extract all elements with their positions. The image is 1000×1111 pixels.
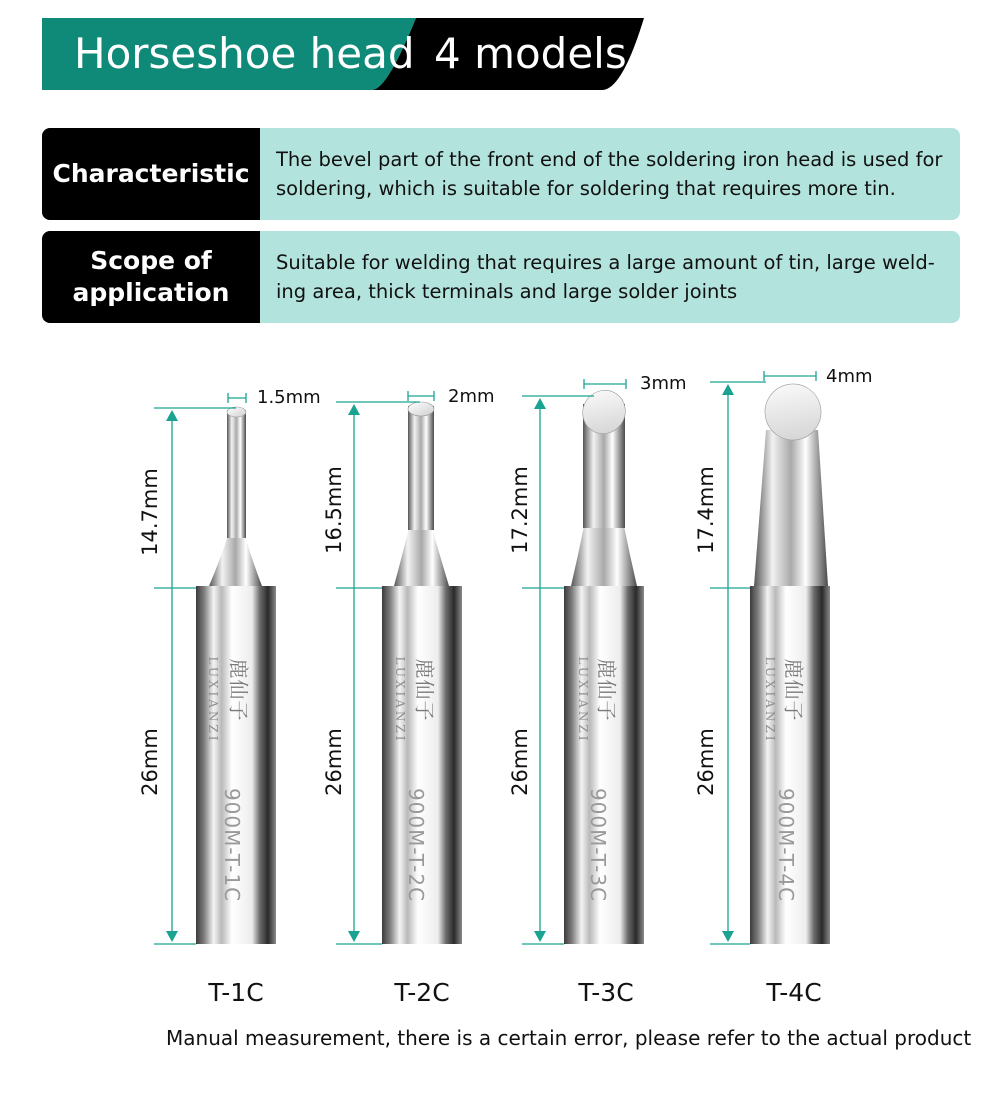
tip-t1c-engraving-cn: 鹿仙子 [226,658,251,722]
characteristic-text: The bevel part of the front end of the soldering iron head is used for soldering, which is suitable for soldering that requires more tin. [276,148,943,200]
tip-t3c-length-label: 17.2mm [508,466,532,554]
tip-t2c-cone [394,528,449,586]
tip-t2c-bevel [408,402,434,416]
scope-text: Suitable for welding that requires a large amount of tin, large weld-ing area, thick terminals and large solder joints [276,251,935,303]
tip-t2c-engraving-cn: 鹿仙子 [412,658,437,722]
scope-label-line2: application [72,278,230,307]
banner-title-right: 4 models [434,29,627,78]
banner-title-left: Horseshoe head [74,29,415,78]
tip-t3c-engraving-cn: 鹿仙子 [594,658,619,722]
scope-label-line1: Scope of [90,246,212,275]
tip-t3c-body-label: 26mm [508,728,532,796]
model-label-t2c: T-2C [394,978,450,1007]
measurement-note: Manual measurement, there is a certain error, please refer to the actual product [166,1026,972,1050]
model-label-t1c: T-1C [208,978,264,1007]
tip-t2c-width-label: 2mm [448,386,495,407]
tip-t4c-length-label: 17.4mm [694,466,718,554]
tip-t1c-length-label: 14.7mm [138,468,162,556]
tip-t4c-shaft [754,430,828,586]
tip-t2c-shaft [408,406,434,530]
tip-t3c-width-label: 3mm [640,373,687,394]
model-label-t4c: T-4C [766,978,822,1007]
tip-t3c-cone [571,526,637,586]
tip-t4c-width-label: 4mm [826,366,873,387]
tip-t1c-engraving-model: 900M-T-1C [220,787,244,903]
tip-t4c-engraving-cn: 鹿仙子 [781,658,806,722]
tip-t4c-body-label: 26mm [694,728,718,796]
tip-t4c-engraving-en: LUXIANZI [763,656,777,744]
tip-t2c-engraving-model: 900M-T-2C [404,787,428,903]
characteristic-label: Characteristic [42,128,260,220]
tip-t2c-body-label: 26mm [322,728,346,796]
tip-t1c-cone [209,536,262,586]
tip-t3c-engraving-en: LUXIANZI [576,656,590,744]
tip-t1c-engraving-en: LUXIANZI [206,656,220,744]
tip-t2c-engraving-en: LUXIANZI [393,656,407,744]
tip-t2c-length-label: 16.5mm [322,466,346,554]
model-label-t3c: T-3C [578,978,634,1007]
tip-t1c-body-label: 26mm [138,728,162,796]
tip-t1c-width-label: 1.5mm [257,387,321,408]
tip-t3c-engraving-model: 900M-T-3C [586,787,610,903]
tip-t4c-engraving-model: 900M-T-4C [774,787,798,903]
tip-t1c-shaft [227,410,246,538]
